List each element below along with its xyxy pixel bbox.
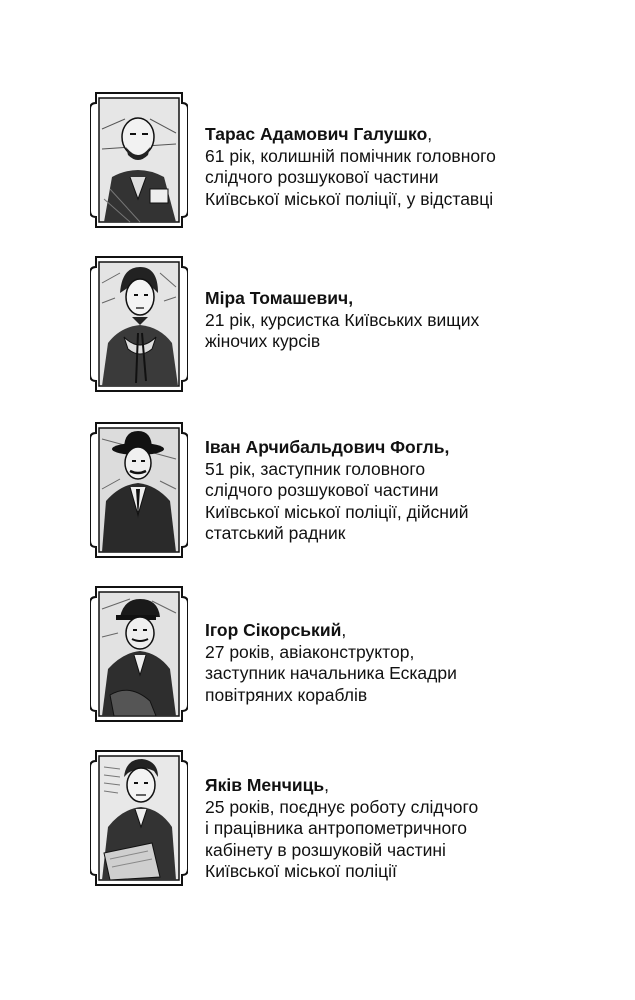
character-description-line: 21 рік, курсистка Київських вищих: [205, 309, 480, 330]
man-reading-paper-portrait-icon: [90, 747, 188, 889]
character-description-line: Київської міської поліції, у відставці: [205, 188, 494, 209]
character-name: Іван Арчибальдович Фогль,: [205, 437, 450, 457]
character-description-line: 25 років, поєднує роботу слідчого: [205, 796, 479, 817]
character-description-line: слідчого розшукової частини: [205, 167, 439, 187]
character-name: Ігор Сікорський: [205, 620, 342, 640]
character-description-line: кабінету в розшуковій частині: [205, 839, 446, 860]
man-in-hat-portrait-icon: [90, 419, 188, 561]
character-description-line: заступник начальника Ескадри: [205, 663, 457, 683]
character-name: Яків Менчиць: [205, 775, 325, 795]
character-description-line: слідчого розшукової частини: [205, 480, 439, 500]
character-name: Міра Томашевич,: [205, 288, 354, 308]
character-description-line: Київської міської поліції, дійсний: [205, 501, 469, 522]
bald-bearded-man-portrait-icon: [90, 89, 188, 231]
character-description-line: і працівника антропометричного: [205, 818, 468, 838]
character-description-line: 51 рік, заступник головного: [205, 458, 426, 479]
character-description-line: 27 років, авіаконструктор,: [205, 641, 415, 662]
character-description-line: Київської міської поліції: [205, 861, 397, 881]
character-description-line: 61 рік, колишній помічник головного: [205, 145, 496, 166]
character-description-line: жіночих курсів: [205, 331, 321, 351]
character-name: Тарас Адамович Галушко: [205, 124, 428, 144]
man-in-cap-portrait-icon: [90, 583, 188, 725]
young-woman-portrait-icon: [90, 253, 188, 395]
character-description-line: статський радник: [205, 523, 346, 543]
character-description-line: повітряних кораблів: [205, 684, 368, 705]
